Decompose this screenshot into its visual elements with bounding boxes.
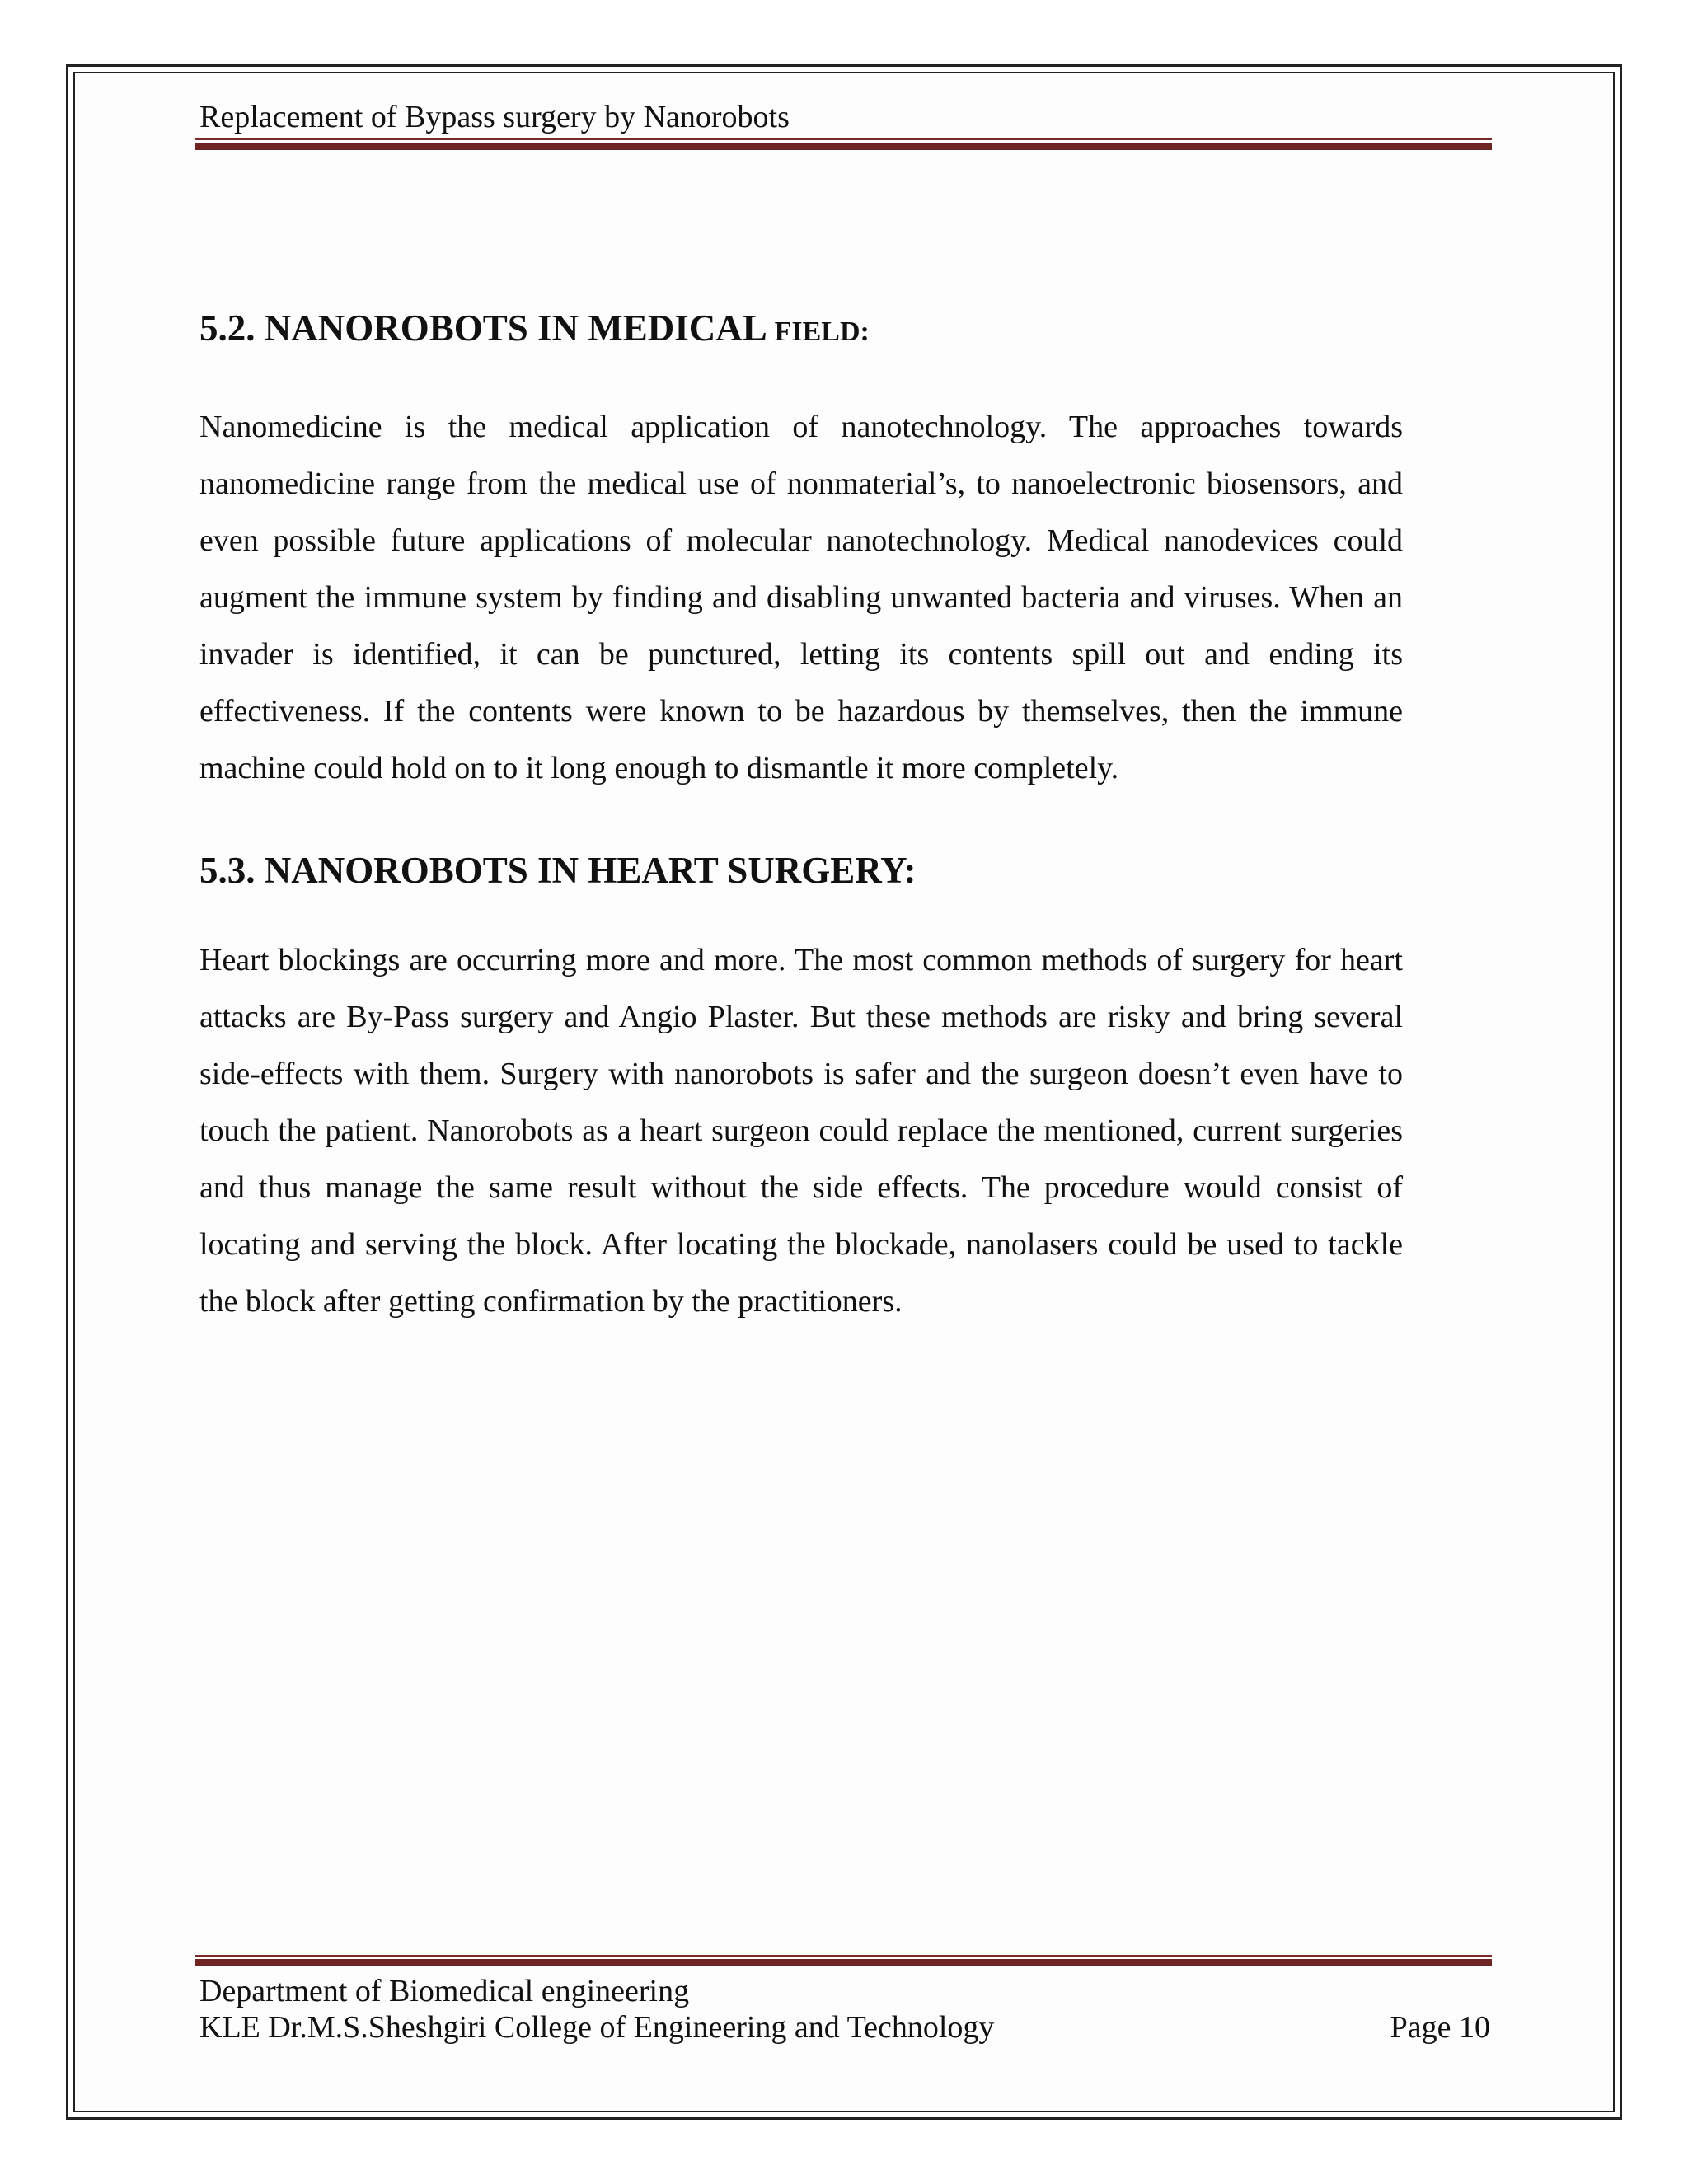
- running-header: Replacement of Bypass surgery by Nanorobots: [199, 100, 790, 134]
- paragraph-medical-field: Nanomedicine is the medical application of nanotechnology. The approaches towards nanomedicine range from the medical use of nonmaterial’s, to nanoelectronic biosensors, and even possible future applications of molecular nanotechnology. Medical nanodevices could augment the immune system by finding and disabling unwanted bacteria and viruses. When an invader is identified, it can be punctured, letting its contents spill out and ending its effectiveness. If the contents were known to be hazardous by themselves, then the immune machine could hold on to it long enough to dismantle it more completely.: [199, 410, 1403, 785]
- header-rule: [195, 138, 1492, 150]
- footer-rule: [195, 1955, 1492, 1966]
- footer-college: KLE Dr.M.S.Sheshgiri College of Engineering and Technology: [199, 2010, 995, 2045]
- section-heading-main: 5.3. NANOROBOTS IN HEART SURGERY:: [199, 850, 917, 891]
- section-heading-main: 5.2. NANOROBOTS IN MEDICAL: [199, 307, 775, 349]
- section-heading-small-caps: FIELD:: [774, 316, 870, 347]
- section-heading-heart-surgery: [199, 847, 1403, 893]
- paragraph-heart-surgery: Heart blockings are occurring more and more. The most common methods of surgery for heart attacks are By-Pass surgery and Angio Plaster. But these methods are risky and bring several side-effects with them. Surgery with nanorobots is safer and the surgeon doesn’t even have to touch the patient. Nanorobots as a heart surgeon could replace the mentioned, current surgeries and thus manage the same result without the side effects. The procedure would consist of locating and serving the block. After locating the blockade, nanolasers could be used to tackle the block after getting confirmation by the practitioners.: [199, 943, 1403, 1319]
- section-heading-medical-field: [199, 305, 1403, 355]
- footer-department: Department of Biomedical engineering: [199, 1974, 690, 2008]
- page-number: Page 10: [1390, 2010, 1490, 2045]
